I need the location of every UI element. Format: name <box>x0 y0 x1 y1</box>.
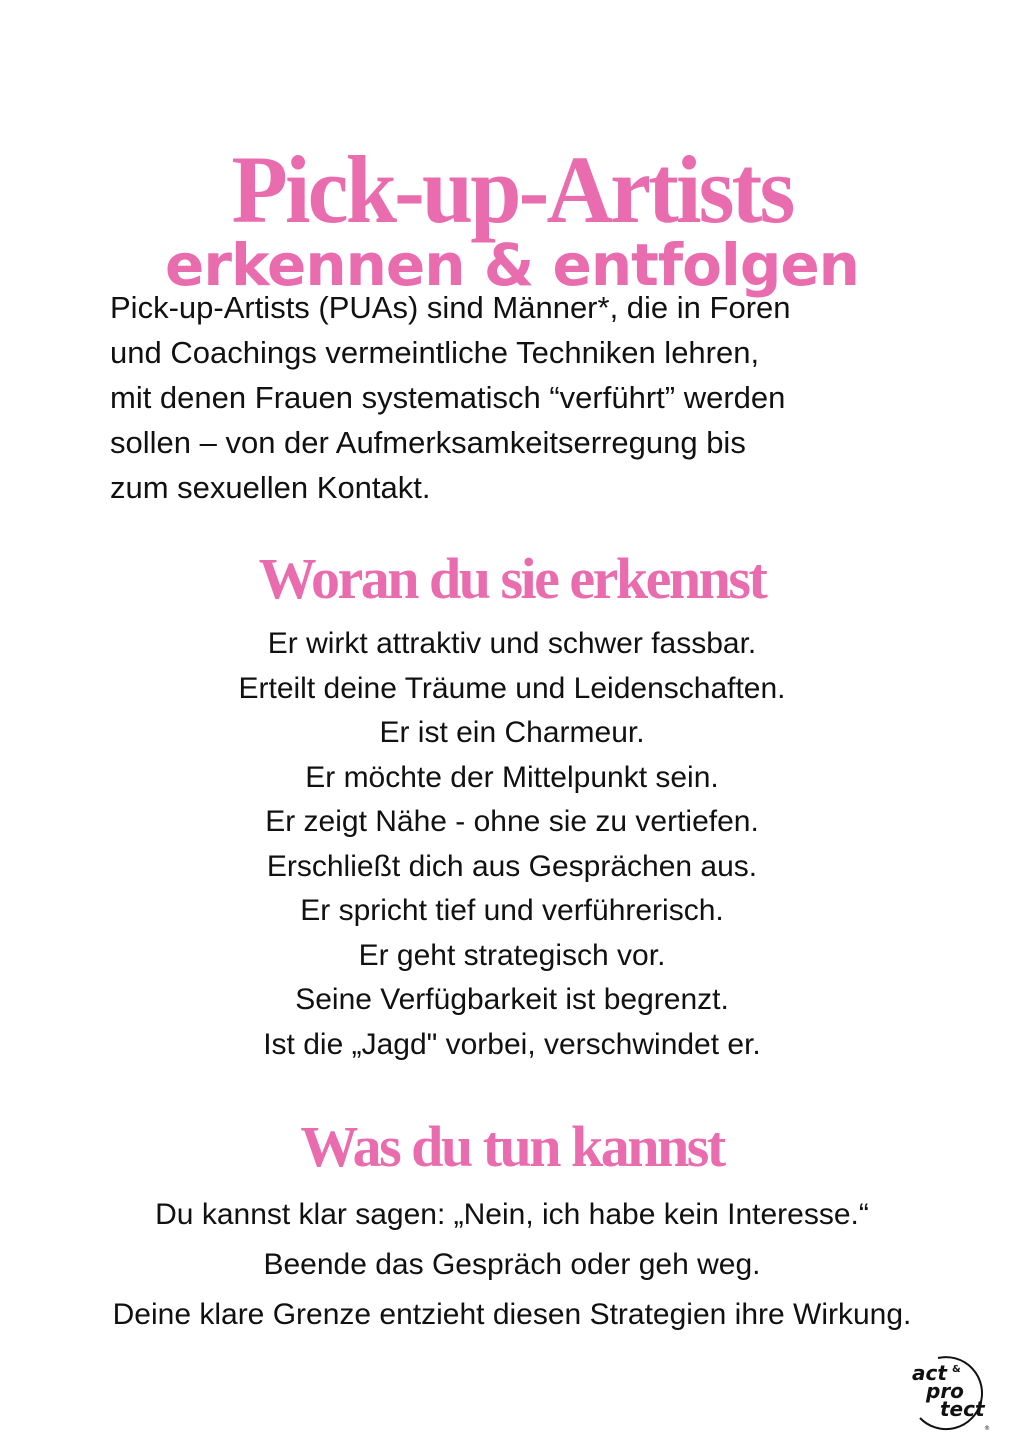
section-heading-recognize: Woran du sie erkennst <box>258 546 766 611</box>
action-list <box>0 1190 1024 1340</box>
intro-paragraph <box>110 285 930 510</box>
list-item: Er wirkt attraktiv und schwer fassbar. <box>267 627 757 660</box>
list-item: Deine klare Grenze entzieht diesen Strategien ihre Wirkung. <box>112 1298 912 1331</box>
list-item: Erteilt deine Träume und Leidenschaften. <box>238 671 786 705</box>
svg-text:tect: tect <box>940 1397 985 1421</box>
svg-text:®: ® <box>984 1425 990 1432</box>
intro-line: mit denen Frauen systematisch “verführt” werden <box>110 380 786 415</box>
list-item: Seine Verfügbarkeit ist begrenzt. <box>295 983 729 1016</box>
intro-line: Pick-up-Artists (PUAs) sind Männer*, die in Foren <box>110 290 791 325</box>
svg-text:pro: pro <box>926 1379 964 1403</box>
page-title: Pick-up-Artists <box>231 136 793 244</box>
list-item: Er zeigt Nähe - ohne sie zu vertiefen. <box>265 805 759 838</box>
list-item: Beende das Gespräch oder geh weg. <box>263 1248 761 1281</box>
list-item: Erschließt dich aus Gesprächen aus. <box>266 849 758 883</box>
intro-line: sollen – von der Aufmerksamkeitserregung bis <box>110 425 746 460</box>
list-item: Er ist ein Charmeur. <box>379 716 645 749</box>
page-subtitle: erkennen & entfolgen <box>165 231 859 300</box>
svg-text:&: & <box>952 1364 961 1375</box>
section-heading-action: Was du tun kannst <box>300 1114 724 1179</box>
logo-text: act <box>912 1361 947 1385</box>
list-item: Er möchte der Mittelpunkt sein. <box>305 760 719 794</box>
list-item: Er geht strategisch vor. <box>358 938 666 972</box>
intro-line: und Coachings vermeintliche Techniken lehren, <box>110 335 760 370</box>
intro-line: zum sexuellen Kontakt. <box>110 470 431 505</box>
act-and-protect-logo <box>908 1352 994 1432</box>
recognize-list <box>0 622 1024 1067</box>
logo-icon <box>908 1352 994 1432</box>
list-item: Ist die „Jagd" vorbei, verschwindet er. <box>263 1027 761 1061</box>
list-item: Du kannst klar sagen: „Nein, ich habe kein Interesse.“ <box>155 1198 869 1231</box>
list-item: Er spricht tief und verführerisch. <box>300 894 724 927</box>
